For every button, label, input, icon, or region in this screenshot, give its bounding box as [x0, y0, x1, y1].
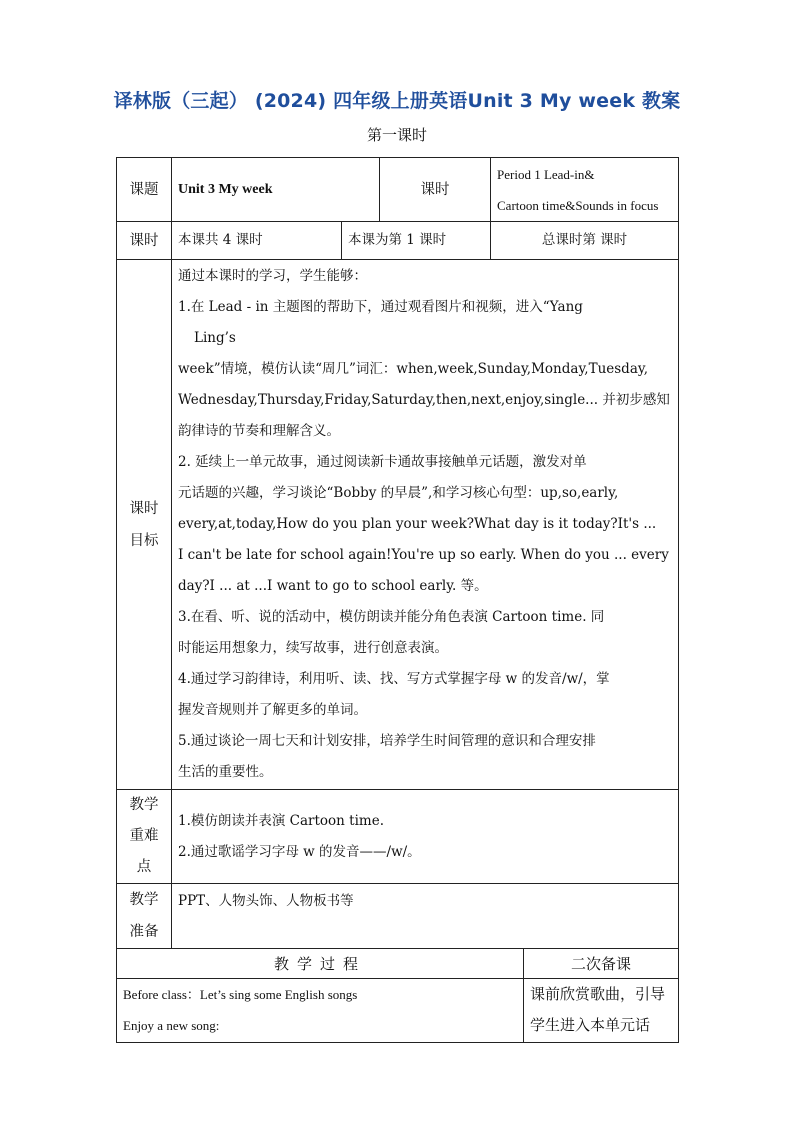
topic-label: 课题	[117, 158, 172, 222]
goal-line: 时能运用想象力，续写故事，进行创意表演。	[178, 640, 448, 656]
goal-line: Ling’s	[194, 330, 236, 346]
row-process-content	[117, 979, 679, 1043]
goal-line: 握发音规则并了解更多的单词。	[178, 702, 367, 718]
notes-content	[524, 979, 679, 1043]
prep-label-1: 教学	[129, 892, 159, 908]
row-key-points	[117, 790, 679, 884]
goal-line: 生活的重要性。	[178, 764, 273, 780]
notes-line-2: 学生进入本单元话	[530, 1016, 651, 1034]
hours-label: 课时	[117, 222, 172, 260]
document-subtitle: 第一课时	[366, 126, 427, 144]
row-preparation	[117, 884, 679, 949]
row-topic	[117, 158, 679, 222]
process-header: 教学过程	[117, 949, 524, 979]
key-content	[172, 790, 679, 884]
prep-content: PPT、人物头饰、人物板书等	[172, 884, 679, 949]
goal-line: every,at,today,How do you plan your week?What day is it today?It's ...	[178, 516, 657, 532]
hours-overall: 总课时第 课时	[491, 222, 679, 260]
process-line-1: Before class：Let’s sing some English songs	[123, 987, 358, 1002]
key-label-3: 点	[136, 859, 152, 875]
key-label-1: 教学	[129, 797, 159, 813]
goal-line: 2. 延续上一单元故事，通过阅读新卡通故事接触单元话题，激发对单	[178, 454, 587, 470]
goal-line: Wednesday,Thursday,Friday,Saturday,then,next,enjoy,single... 并初步感知	[178, 392, 670, 408]
key-label	[117, 790, 172, 884]
key-label-2: 重难	[129, 828, 159, 844]
goals-content	[172, 260, 679, 790]
goals-label-1: 课时	[129, 500, 159, 517]
key-line-2: 2.通过歌谣学习字母 w 的发音——/w/。	[178, 843, 421, 860]
period-label: 课时	[380, 158, 491, 222]
row-hours	[117, 222, 679, 260]
hours-total: 本课共 4 课时	[172, 222, 342, 260]
period-value	[491, 158, 679, 222]
goal-line: 通过本课时的学习，学生能够：	[178, 268, 367, 284]
goal-line: 元话题的兴趣，学习谈论“Bobby 的早晨”,和学习核心句型：up,so,early,	[178, 485, 619, 501]
goal-line: 韵律诗的节奏和理解含义。	[178, 423, 340, 439]
row-process-header	[117, 949, 679, 979]
row-goals	[117, 260, 679, 790]
goals-label-2: 目标	[129, 532, 159, 549]
goal-line: 3.在看、听、说的活动中，模仿朗读并能分角色表演 Cartoon time. 同	[178, 609, 605, 625]
goals-label	[117, 260, 172, 790]
period-line-2: Cartoon time&Sounds in focus	[497, 197, 659, 213]
lesson-plan-table	[116, 157, 679, 1043]
prep-label	[117, 884, 172, 949]
notes-header: 二次备课	[524, 949, 679, 979]
notes-line-1: 课前欣赏歌曲，引导	[530, 985, 666, 1003]
goal-line: day?I ... at ...I want to go to school early. 等。	[178, 578, 488, 594]
period-line-1: Period 1 Lead-in&	[497, 166, 595, 182]
key-line-1: 1.模仿朗读并表演 Cartoon time.	[178, 812, 384, 829]
document-title: 译林版（三起） (2024) 四年级上册英语Unit 3 My week 教案	[113, 90, 681, 112]
goal-line: I can't be late for school again!You're up so early. When do you ... every	[178, 547, 669, 563]
goal-line: 1.在 Lead - in 主题图的帮助下，通过观看图片和视频，进入“Yang	[178, 299, 583, 315]
process-line-2: Enjoy a new song:	[123, 1018, 220, 1033]
hours-this: 本课为第 1 课时	[342, 222, 491, 260]
goal-line: week”情境，模仿认读“周几”词汇：when,week,Sunday,Monday,Tuesday,	[178, 361, 648, 377]
goal-line: 5.通过谈论一周七天和计划安排，培养学生时间管理的意识和合理安排	[178, 733, 596, 749]
prep-label-2: 准备	[129, 924, 159, 940]
goal-line: 4.通过学习韵律诗，利用听、读、找、写方式掌握字母 w 的发音/w/，掌	[178, 671, 610, 687]
process-content	[117, 979, 524, 1043]
topic-value: Unit 3 My week	[172, 158, 380, 222]
